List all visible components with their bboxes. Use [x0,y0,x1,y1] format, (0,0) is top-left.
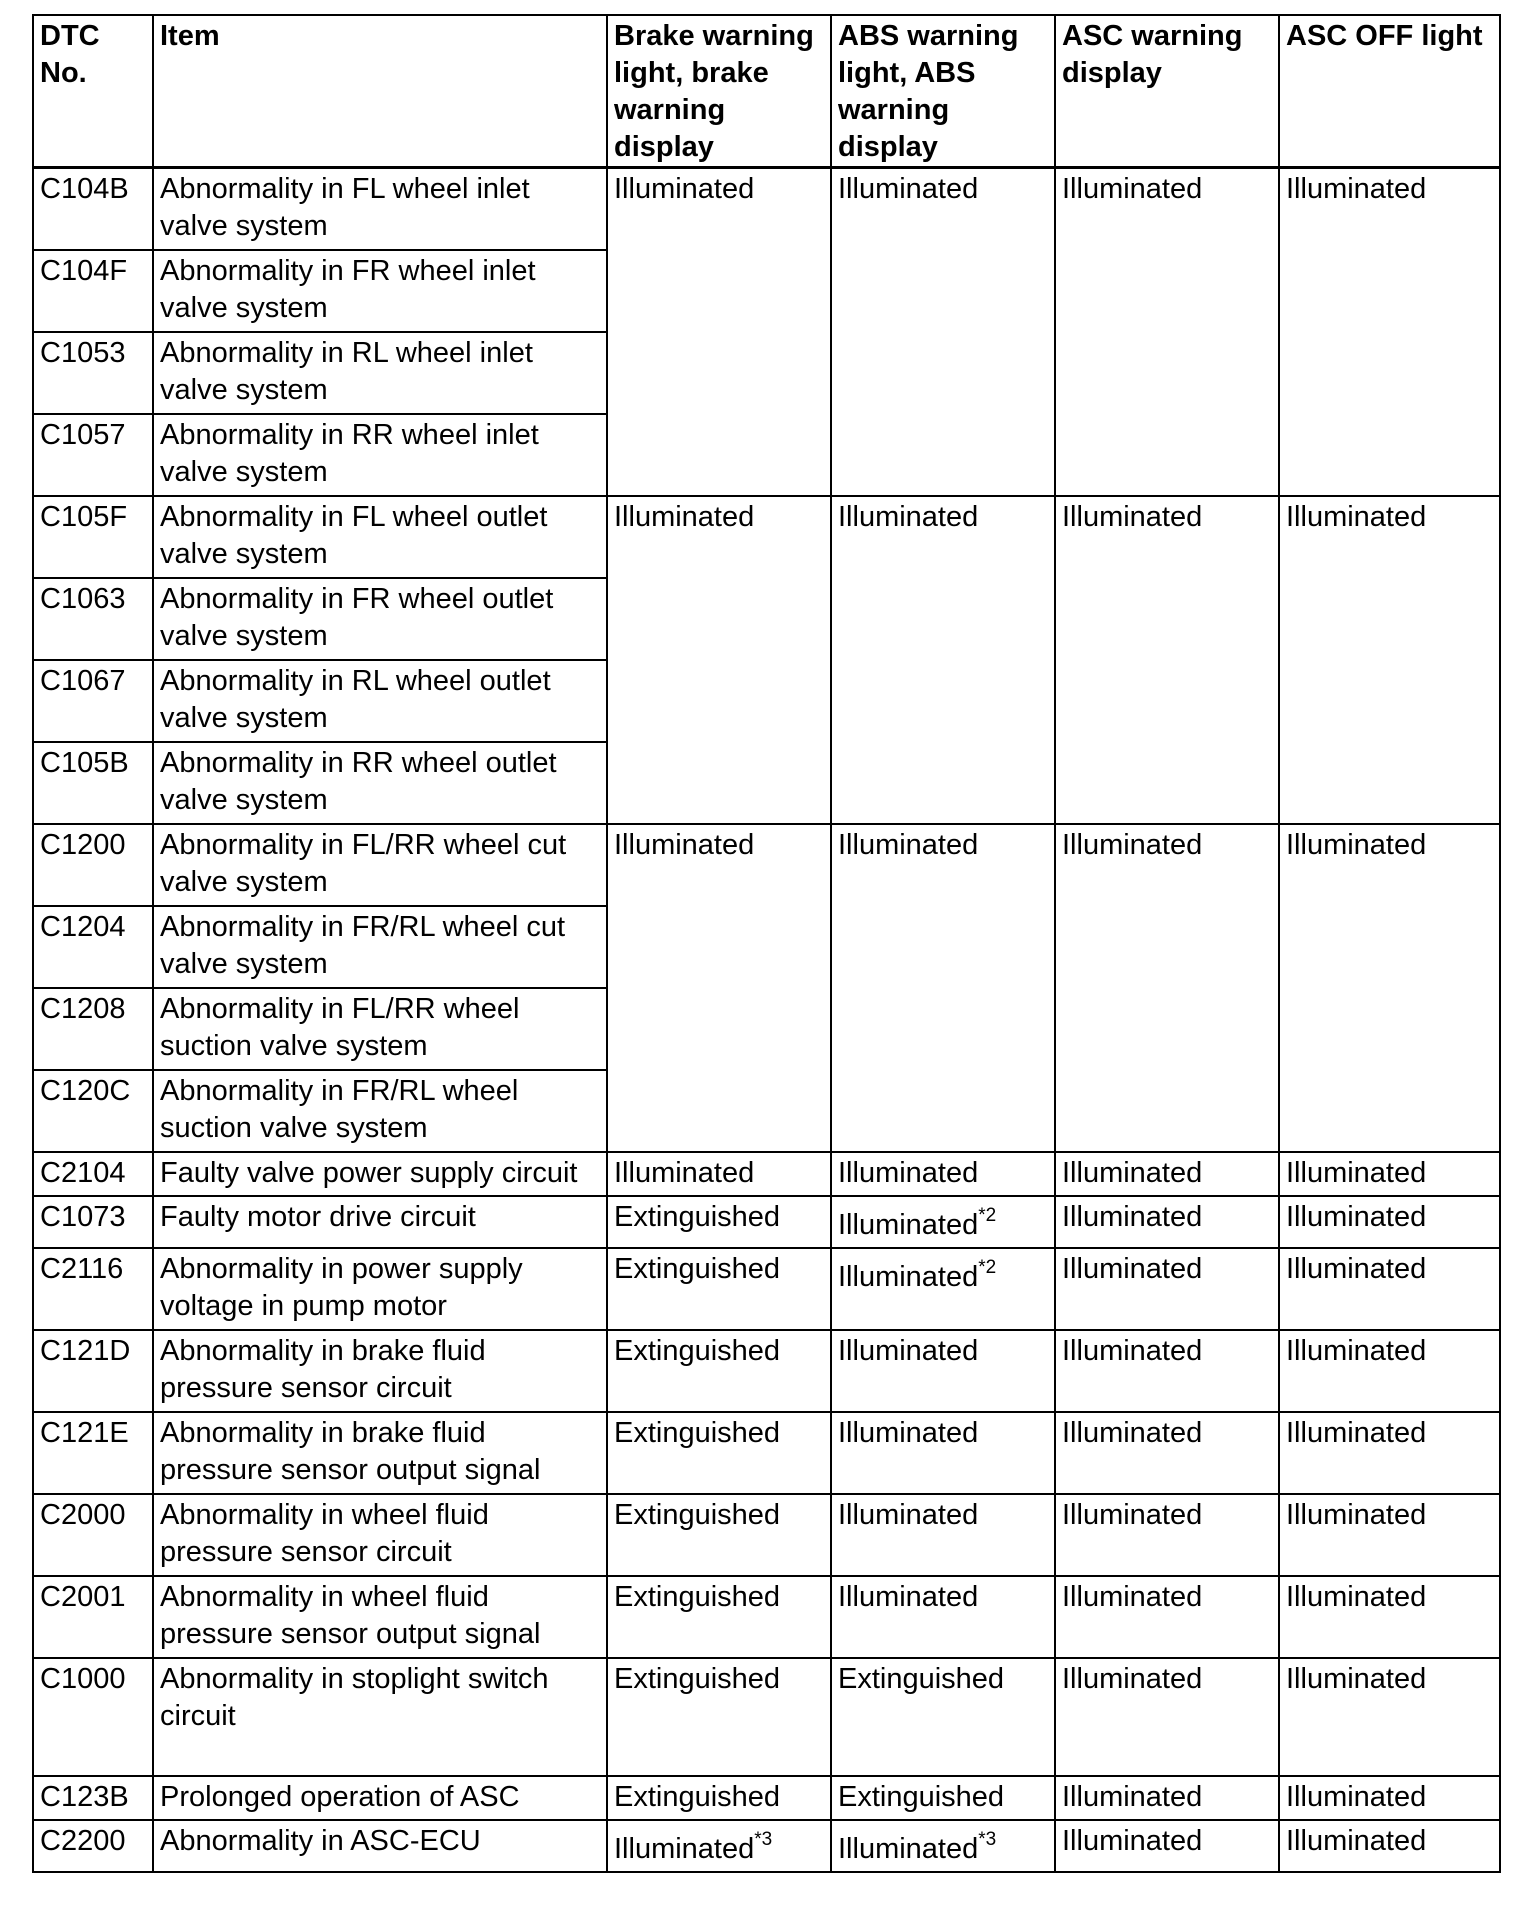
item-description: Abnormality in FL wheel inlet valve system [153,168,607,251]
item-description: Abnormality in FL wheel outlet valve system [153,496,607,578]
footnote-marker: *3 [978,1829,997,1851]
item-description: Abnormality in wheel fluid pressure sensor output signal [153,1576,607,1658]
brake-status: Illuminated [607,824,831,1152]
item-description: Abnormality in FL/RR wheel cut valve system [153,824,607,906]
table-row [33,1576,1500,1658]
brake-status: Extinguished [607,1196,831,1248]
dtc-code: C104F [33,250,153,332]
abs-status: Illuminated [831,1330,1055,1412]
asc-status: Illuminated [1055,1152,1279,1196]
item-description: Abnormality in RR wheel inlet valve system [153,414,607,496]
brake-status: Illuminated [607,1152,831,1196]
header-dtc-no: DTC No. [33,15,153,168]
asc-status: Illuminated [1055,1776,1279,1820]
abs-status: Illuminated [831,1494,1055,1576]
dtc-code: C123B [33,1776,153,1820]
dtc-code: C105F [33,496,153,578]
dtc-code: C1208 [33,988,153,1070]
brake-status: Illuminated [614,1833,755,1865]
brake-status: Extinguished [607,1248,831,1330]
header-brake-warning: Brake warning light, brake warning display [607,15,831,168]
table-row [33,1658,1500,1776]
table-row [33,496,1500,578]
brake-status: Extinguished [607,1494,831,1576]
abs-status: Illuminated [831,824,1055,1152]
dtc-code: C1200 [33,824,153,906]
asc-off-status: Illuminated [1279,1412,1500,1494]
footnote-marker: *3 [754,1829,773,1851]
asc-off-status: Illuminated [1279,1776,1500,1820]
header-item: Item [153,15,607,168]
item-description: Abnormality in RL wheel outlet valve system [153,660,607,742]
table-row [33,1196,1500,1248]
brake-status: Extinguished [607,1776,831,1820]
brake-status: Extinguished [607,1412,831,1494]
table-row [33,1494,1500,1576]
dtc-code: C1067 [33,660,153,742]
asc-off-status: Illuminated [1279,1576,1500,1658]
asc-off-status: Illuminated [1279,1820,1500,1872]
asc-status: Illuminated [1055,824,1279,1152]
table-row [33,1330,1500,1412]
brake-status-cell [607,1820,831,1872]
brake-status: Illuminated [607,168,831,497]
dtc-code: C1053 [33,332,153,414]
asc-status: Illuminated [1055,1576,1279,1658]
asc-off-status: Illuminated [1279,1494,1500,1576]
asc-status: Illuminated [1055,1494,1279,1576]
item-description: Abnormality in RR wheel outlet valve system [153,742,607,824]
header-row [33,15,1500,168]
table-row [33,1248,1500,1330]
dtc-code: C1073 [33,1196,153,1248]
abs-status: Extinguished [831,1658,1055,1776]
dtc-code: C121E [33,1412,153,1494]
abs-status-cell [831,1820,1055,1872]
dtc-code: C2000 [33,1494,153,1576]
abs-status: Illuminated [838,1261,979,1293]
asc-off-status: Illuminated [1279,1658,1500,1776]
asc-off-status: Illuminated [1279,1196,1500,1248]
asc-off-status: Illuminated [1279,1248,1500,1330]
dtc-code: C2200 [33,1820,153,1872]
item-description: Faulty valve power supply circuit [153,1152,607,1196]
dtc-code: C104B [33,168,153,251]
abs-status: Illuminated [838,1833,979,1865]
dtc-code: C121D [33,1330,153,1412]
brake-status: Extinguished [607,1576,831,1658]
asc-status: Illuminated [1055,1820,1279,1872]
item-description: Abnormality in stoplight switch circuit [153,1658,607,1776]
asc-status: Illuminated [1055,1412,1279,1494]
footnote-marker: *2 [978,1205,997,1227]
header-asc-off-light: ASC OFF light [1279,15,1500,168]
item-description: Abnormality in power supply voltage in pump motor [153,1248,607,1330]
dtc-code: C2001 [33,1576,153,1658]
abs-status: Illuminated [831,1152,1055,1196]
abs-status-cell [831,1196,1055,1248]
item-description: Abnormality in FR wheel inlet valve system [153,250,607,332]
table-row [33,1412,1500,1494]
abs-status-cell [831,1248,1055,1330]
abs-status: Illuminated [831,168,1055,497]
dtc-code: C1204 [33,906,153,988]
dtc-table [32,14,1501,1873]
abs-status: Illuminated [831,1412,1055,1494]
asc-status: Illuminated [1055,496,1279,824]
table-row [33,1152,1500,1196]
asc-off-status: Illuminated [1279,496,1500,824]
item-description: Abnormality in ASC-ECU [153,1820,607,1872]
item-description: Abnormality in FR/RL wheel suction valve system [153,1070,607,1152]
table-row [33,1820,1500,1872]
asc-status: Illuminated [1055,1248,1279,1330]
abs-status: Illuminated [831,1576,1055,1658]
dtc-code: C120C [33,1070,153,1152]
dtc-code: C1063 [33,578,153,660]
abs-status: Illuminated [831,496,1055,824]
abs-status: Extinguished [831,1776,1055,1820]
item-description: Abnormality in brake fluid pressure sensor output signal [153,1412,607,1494]
dtc-code: C2116 [33,1248,153,1330]
table-row [33,168,1500,251]
asc-status: Illuminated [1055,168,1279,497]
dtc-code: C1000 [33,1658,153,1776]
dtc-code: C2104 [33,1152,153,1196]
item-description: Abnormality in wheel fluid pressure sensor circuit [153,1494,607,1576]
item-description: Abnormality in FL/RR wheel suction valve system [153,988,607,1070]
header-asc-warning: ASC warning display [1055,15,1279,168]
asc-status: Illuminated [1055,1196,1279,1248]
asc-off-status: Illuminated [1279,168,1500,497]
header-abs-warning: ABS warning light, ABS warning display [831,15,1055,168]
footnote-marker: *2 [978,1257,997,1279]
asc-status: Illuminated [1055,1330,1279,1412]
brake-status: Illuminated [607,496,831,824]
item-description: Prolonged operation of ASC [153,1776,607,1820]
item-description: Abnormality in FR/RL wheel cut valve system [153,906,607,988]
item-description: Abnormality in brake fluid pressure sensor circuit [153,1330,607,1412]
asc-off-status: Illuminated [1279,1330,1500,1412]
dtc-code: C1057 [33,414,153,496]
item-description: Faulty motor drive circuit [153,1196,607,1248]
brake-status: Extinguished [607,1658,831,1776]
dtc-code: C105B [33,742,153,824]
asc-status: Illuminated [1055,1658,1279,1776]
brake-status: Extinguished [607,1330,831,1412]
asc-off-status: Illuminated [1279,824,1500,1152]
item-description: Abnormality in RL wheel inlet valve system [153,332,607,414]
table-row [33,824,1500,906]
asc-off-status: Illuminated [1279,1152,1500,1196]
table-row [33,1776,1500,1820]
abs-status: Illuminated [838,1209,979,1241]
item-description: Abnormality in FR wheel outlet valve system [153,578,607,660]
